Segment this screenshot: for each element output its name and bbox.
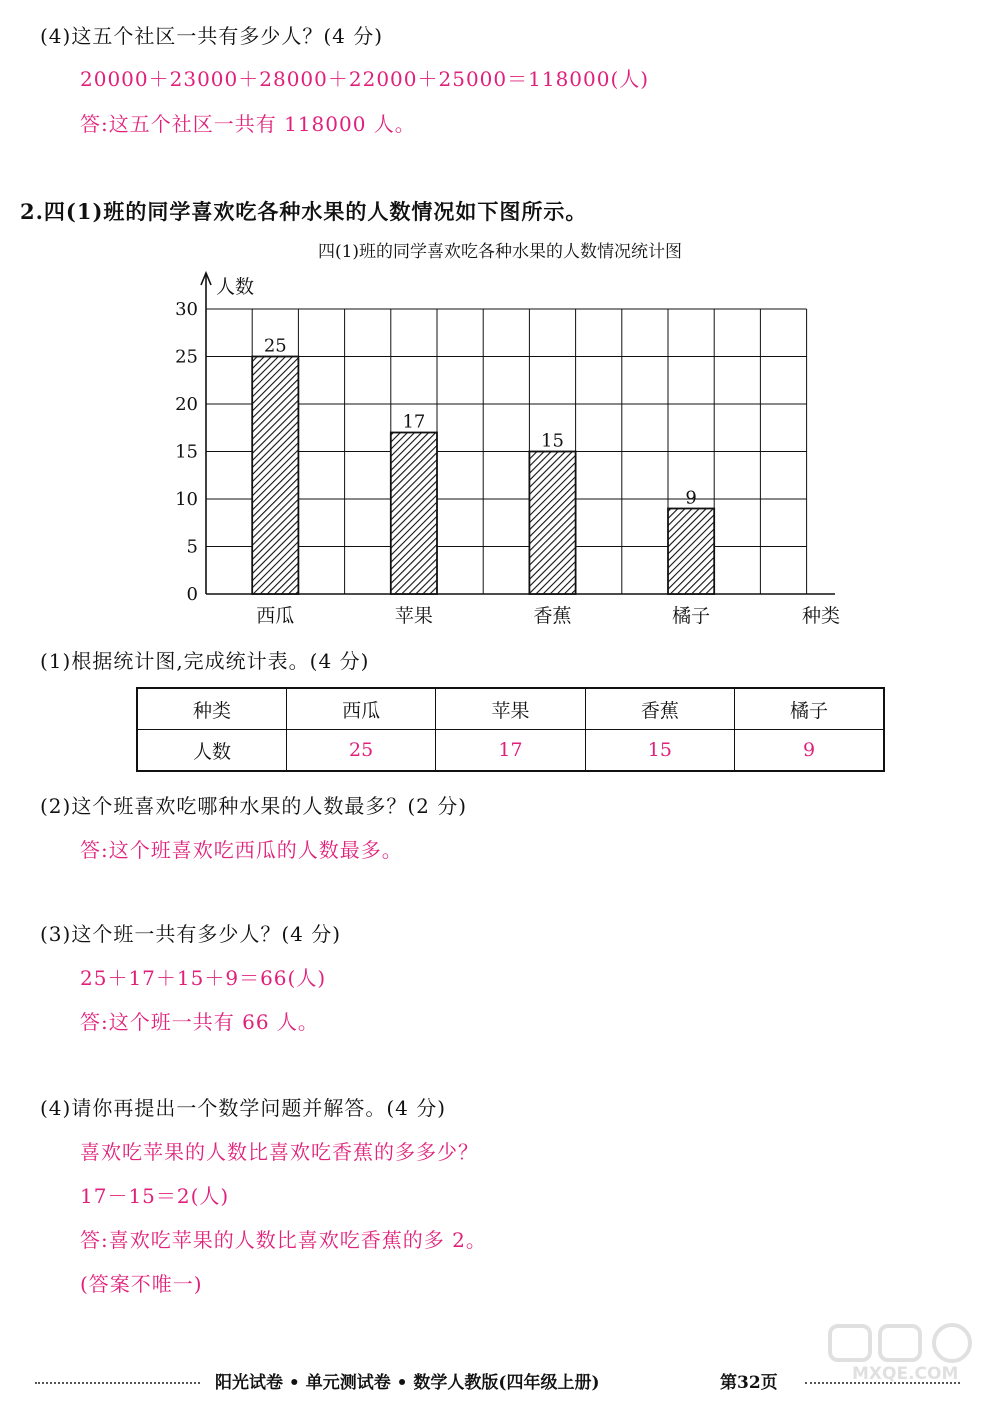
bar-value-label: 9	[685, 487, 697, 509]
bar-value-label: 25	[263, 335, 287, 357]
table-header-cell: 西瓜	[286, 688, 435, 730]
question-4b-note: (答案不唯一)	[80, 1272, 203, 1296]
question-4b-posed-question: 喜欢吃苹果的人数比喜欢吃香蕉的多多少？	[80, 1140, 479, 1164]
statistics-table	[136, 687, 885, 772]
footer-dotted-rule-left	[35, 1382, 200, 1384]
footer-series-title: 阳光试卷 • 单元测试卷 • 数学人教版(四年级上册)	[215, 1373, 600, 1393]
y-tick-label: 15	[175, 441, 198, 463]
table-row-label: 人数	[137, 730, 286, 772]
category-label: 西瓜	[256, 605, 295, 627]
question-4-calculation: 20000＋23000＋28000＋22000＋25000＝118000(人)	[80, 67, 650, 91]
question-4b-answer: 答:喜欢吃苹果的人数比喜欢吃香蕉的多 2。	[80, 1228, 487, 1252]
table-cell: 9	[735, 730, 884, 772]
table-header-cell: 苹果	[436, 688, 585, 730]
table-cell: 15	[585, 730, 734, 772]
watermark-logo	[820, 1318, 990, 1388]
question-4-label: (4)这五个社区一共有多少人？(4 分)	[40, 24, 384, 48]
footer-page-number: 第32页	[720, 1373, 778, 1393]
table-header-cell: 橘子	[735, 688, 884, 730]
question-4b-calculation: 17－15＝2(人)	[80, 1184, 230, 1208]
table-row	[137, 730, 884, 772]
category-label: 苹果	[394, 605, 433, 627]
category-labels	[256, 605, 710, 627]
question-4-answer: 答:这五个社区一共有 118000 人。	[80, 112, 416, 136]
question-3-calculation: 25＋17＋15＋9＝66(人)	[80, 966, 327, 990]
table-header-cell: 香蕉	[585, 688, 734, 730]
bar	[529, 452, 575, 595]
table-header-row	[137, 688, 884, 730]
watermark-badge-icon	[820, 1318, 990, 1368]
table-cell: 17	[436, 730, 585, 772]
category-label: 香蕉	[533, 605, 572, 627]
bar-value-label: 17	[402, 411, 426, 433]
bar	[391, 433, 437, 595]
y-axis-label: 人数	[216, 276, 255, 298]
question-3-label: (3)这个班一共有多少人？(4 分)	[40, 922, 342, 946]
question-2-answer: 答:这个班喜欢吃西瓜的人数最多。	[80, 838, 403, 862]
y-tick-label: 20	[175, 394, 198, 415]
table-header-cell: 种类	[137, 688, 286, 730]
bar	[668, 509, 714, 595]
chart-title: 四(1)班的同学喜欢吃各种水果的人数情况统计图	[317, 242, 683, 262]
y-tick-label: 5	[186, 536, 198, 558]
table-cell: 25	[286, 730, 435, 772]
bar	[252, 357, 298, 595]
watermark-text: MXQE.COM	[852, 1364, 959, 1384]
y-tick-label: 10	[175, 489, 198, 510]
question-3-answer: 答:这个班一共有 66 人。	[80, 1010, 319, 1034]
x-axis-label: 种类	[802, 605, 841, 627]
problem-2-heading: 2.四(1)班的同学喜欢吃各种水果的人数情况如下图所示。	[20, 199, 588, 224]
question-4b-label: (4)请你再提出一个数学问题并解答。(4 分)	[40, 1096, 447, 1120]
y-tick-label: 30	[175, 299, 198, 320]
bar-value-label: 15	[541, 430, 564, 452]
y-tick-label: 0	[186, 584, 198, 605]
question-2-label: (2)这个班喜欢吃哪种水果的人数最多？(2 分)	[40, 794, 468, 818]
y-tick-label: 25	[175, 346, 198, 368]
question-1-label: (1)根据统计图,完成统计表。(4 分)	[40, 649, 370, 673]
y-tick-labels	[175, 299, 198, 605]
category-label: 橘子	[672, 605, 711, 627]
bar-chart	[150, 265, 890, 640]
